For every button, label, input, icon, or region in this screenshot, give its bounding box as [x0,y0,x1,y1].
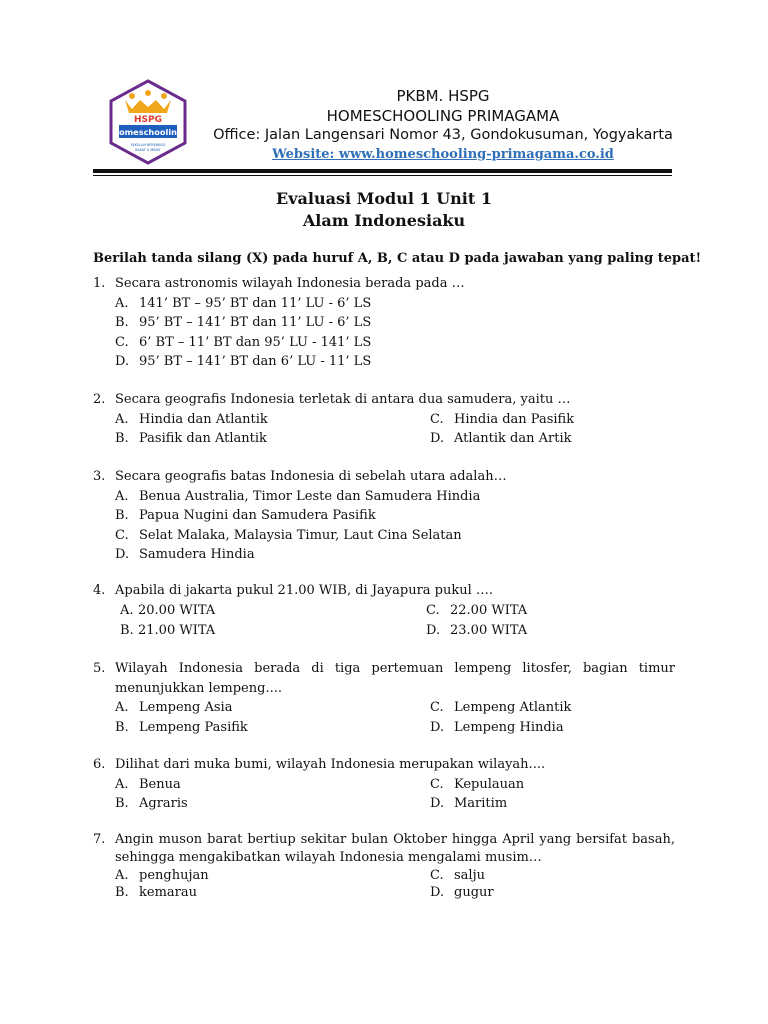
question-text: Secara geografis batas Indonesia di sebelah utara adalah… [115,469,507,484]
option-a[interactable]: A. penghujan [115,868,209,883]
option-b[interactable]: B. 21.00 WITA [120,623,216,638]
option-c[interactable]: C. 22.00 WITA [426,602,528,618]
option-b[interactable]: B. Agraris [115,796,188,811]
option-b[interactable]: B. Pasifik dan Atlantik [115,431,267,446]
question-text: Dilihat dari muka bumi, wilayah Indonesia merupakan wilayah.... [115,757,546,772]
question-number: 1. [93,276,106,291]
option-b[interactable]: B. kemarau [115,885,197,900]
question-number: 6. [93,757,106,772]
question-text: Apabila di jakarta pukul 21.00 WIB, di Jayapura pukul …. [115,583,494,598]
document-title: Evaluasi Modul 1 Unit 1 [276,189,492,208]
header-divider-thin [93,175,672,176]
question-number: 2. [93,392,106,407]
website-link[interactable]: Website: www.homeschooling-primagama.co.id [272,147,614,162]
question-number: 5. [93,661,106,676]
hspg-logo [107,79,189,165]
svg-text:BAKAT & MINAT: BAKAT & MINAT [135,148,161,152]
option-d[interactable]: D. Samudera Hindia [115,547,255,562]
option-b[interactable]: B. Lempeng Pasifik [115,719,248,735]
question-text: Secara astronomis wilayah Indonesia berada pada … [115,276,465,291]
option-d[interactable]: D. Atlantik dan Artik [430,431,572,446]
question-text: Secara geografis Indonesia terletak di antara dua samudera, yaitu … [115,392,571,407]
question-7 [93,831,675,901]
svg-text:SEKOLAH BEREBASIS: SEKOLAH BEREBASIS [130,143,166,147]
document-subtitle: Alam Indonesiaku [302,211,466,230]
option-a[interactable]: A. Lempeng Asia [115,700,233,715]
option-d[interactable]: D. 23.00 WITA [426,623,528,638]
question-text: Wilayah Indonesia berada di tiga pertemuan lempeng litosfer, bagian timur menunjukkan lempeng.... [115,661,675,696]
option-a[interactable]: A. Benua [115,776,181,792]
header-divider [93,169,672,173]
office-address: Office: Jalan Langensari Nomor 43, Gondokusuman, Yogyakarta [213,127,673,143]
question-number: 3. [93,469,106,484]
option-b[interactable]: B. 95’ BT – 141’ BT dan 11’ LU - 6’ LS [115,315,372,330]
option-c[interactable]: C. Lempeng Atlantik [430,700,572,715]
option-d[interactable]: D. Maritim [430,796,508,811]
question-text: Angin muson barat bertiup sekitar bulan Oktober hingga April yang bersifat basah, sehingga mengakibatkan wilayah Indonesia mengalami musim… [115,832,675,865]
option-c[interactable]: C. 6’ BT – 11’ BT dan 95’ LU - 141’ LS [115,334,372,350]
question-6 [93,755,675,814]
option-a[interactable]: A. 141’ BT – 95’ BT dan 11’ LU - 6’ LS [115,295,372,311]
question-4 [93,581,675,642]
option-c[interactable]: C. Selat Malaka, Malaysia Timur, Laut Cina Selatan [115,527,462,543]
option-a[interactable]: A. Benua Australia, Timor Leste dan Samudera Hindia [115,488,481,504]
option-d[interactable]: D. Lempeng Hindia [430,719,564,735]
question-number: 4. [93,583,106,598]
option-d[interactable]: D. 95’ BT – 141’ BT dan 6’ LU - 11’ LS [115,354,372,369]
option-b[interactable]: B. Papua Nugini dan Samudera Pasifik [115,508,376,523]
svg-text:HSPG: HSPG [134,115,162,125]
question-2 [93,390,675,449]
option-a[interactable]: A. 20.00 WITA [120,602,216,618]
option-a[interactable]: A. Hindia dan Atlantik [115,411,268,427]
svg-text:homeschooling: homeschooling [113,127,183,137]
question-5 [93,659,675,737]
instruction: Berilah tanda silang (X) pada huruf A, B, C atau D pada jawaban yang paling tepat! [93,251,702,266]
org-name: PKBM. HSPG [396,87,490,105]
option-d[interactable]: D. gugur [430,885,494,900]
option-c[interactable]: C. Kepulauan [430,776,525,792]
option-c[interactable]: C. Hindia dan Pasifik [430,411,575,427]
option-c[interactable]: C. salju [430,868,485,883]
question-number: 7. [93,832,106,847]
question-1 [93,274,675,372]
school-name: HOMESCHOOLING PRIMAGAMA [326,107,560,125]
question-3 [93,467,675,565]
